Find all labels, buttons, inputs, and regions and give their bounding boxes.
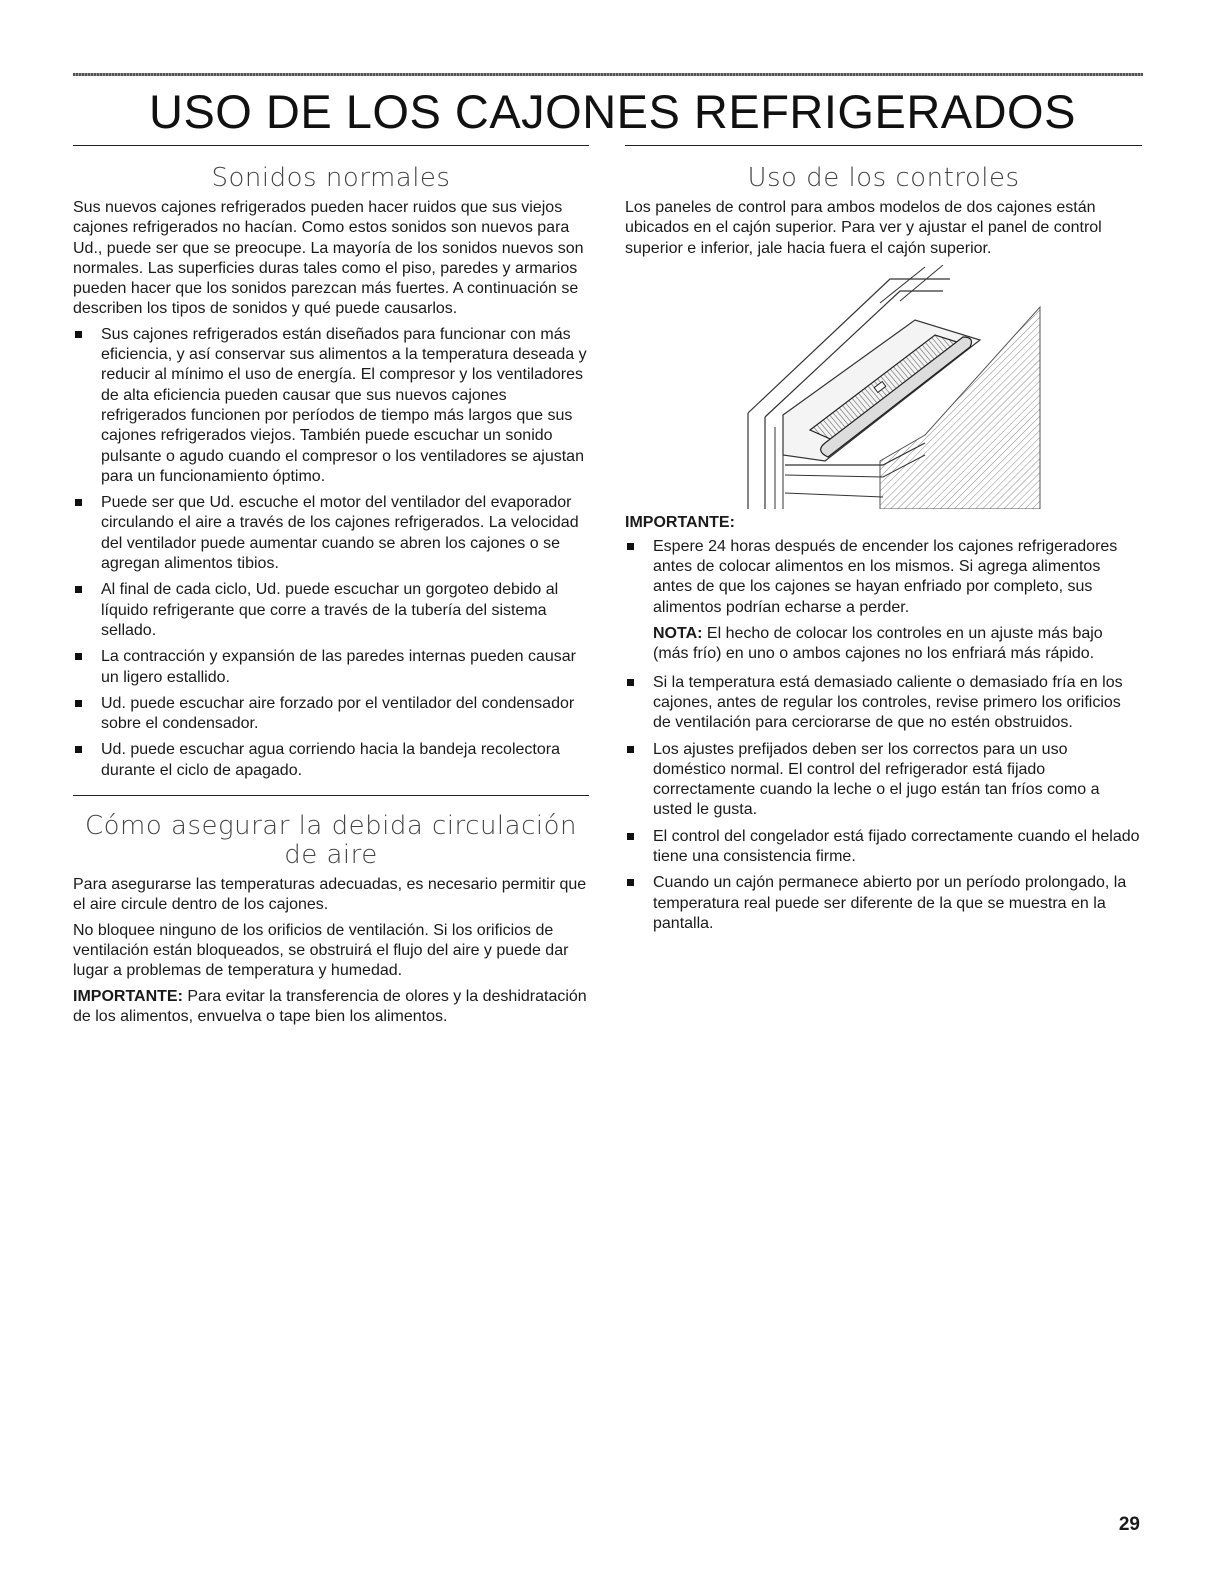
section-heading-controles: Uso de los controles	[747, 163, 1020, 193]
list-item: La contracción y expansión de las paredes internas pueden causar un ligero estallido.	[73, 647, 589, 688]
note-paragraph	[625, 624, 1142, 665]
important-heading: IMPORTANTE:	[625, 513, 735, 531]
controles-bullet-list-2	[625, 673, 1142, 935]
list-item: Al final de cada ciclo, Ud. puede escuchar un gorgoteo debido al líquido refrigerante que corre a través de la tubería del sistema sellado.	[73, 580, 589, 641]
list-item: Los ajustes prefijados deben ser los correctos para un uso doméstico normal. El control del refrigerador está fijado correctamente cuando la leche o el jugo están tan fríos como a usted le gusta.	[625, 740, 1142, 821]
section-rule	[73, 145, 589, 146]
bullet-icon	[75, 700, 82, 707]
bullet-icon	[75, 586, 82, 593]
section-rule	[73, 795, 589, 796]
note-label: NOTA:	[653, 625, 703, 643]
bullet-icon	[627, 833, 634, 840]
top-rule	[73, 73, 1143, 76]
page-title: USO DE LOS CAJONES REFRIGERADOS	[149, 85, 1076, 138]
controles-intro: Los paneles de control para ambos modelos de dos cajones están ubicados en el cajón superior. Para ver y ajustar el panel de control superior e inferior, jale hacia fuera el cajón superior.	[625, 199, 1102, 257]
important-text: Para evitar la transferencia de olores y la deshidratación de los alimentos, envuelva o tape bien los alimentos.	[73, 987, 587, 1025]
list-item: El control del congelador está fijado correctamente cuando el helado tiene una consistencia firme.	[625, 827, 1142, 868]
section-rule	[625, 145, 1142, 146]
bullet-icon	[75, 499, 82, 506]
list-item: Cuando un cajón permanece abierto por un período prolongado, la temperatura real puede ser diferente de la que se muestra en la pantalla.	[625, 873, 1142, 934]
bullet-icon	[75, 746, 82, 753]
drawer-control-panel-illustration	[625, 265, 1142, 509]
circulacion-important	[73, 987, 589, 1028]
bullet-icon	[75, 653, 82, 660]
drawer-illustration-svg	[625, 265, 1142, 509]
list-item: Puede ser que Ud. escuche el motor del ventilador del evaporador circulando el aire a través de los cajones refrigerados. La velocidad del ventilador puede aumentar cuando se abren los cajones o se agregan alimentos tibios.	[73, 493, 589, 574]
circulacion-para-1: Para asegurarse las temperaturas adecuadas, es necesario permitir que el aire circule dentro de los cajones.	[73, 876, 587, 914]
list-item: Ud. puede escuchar agua corriendo hacia la bandeja recolectora durante el ciclo de apagado.	[73, 740, 589, 781]
list-item: Espere 24 horas después de encender los cajones refrigeradores antes de colocar alimentos en los mismos. Si agrega alimentos antes de que los cajones se hayan enfriado por completo, sus alimentos podrían echarse a perder.	[625, 537, 1142, 618]
list-item: Ud. puede escuchar aire forzado por el ventilador del condensador sobre el condensador.	[73, 694, 589, 735]
bullet-icon	[75, 331, 82, 338]
circulacion-para-2: No bloquee ninguno de los orificios de ventilación. Si los orificios de ventilación están bloqueados, se obstruirá el flujo del aire y puede dar lugar a problemas de temperatura y humedad.	[73, 921, 569, 980]
list-item: Sus cajones refrigerados están diseñados para funcionar con más eficiencia, y así conservar sus alimentos a la temperatura deseada y reducir al mínimo el uso de energía. El compresor y los ventiladores de alta eficiencia pueden causar que sus nuevos cajones refrigerados funcionen por períodos de tiempo más largos que sus cajones refrigerados viejos. También puede escuchar un sonido pulsante o agudo cuando el compresor o los ventiladores se ajustan para un funcionamiento óptimo.	[73, 325, 589, 487]
bullet-icon	[627, 746, 634, 753]
controles-bullet-list-1	[625, 537, 1142, 618]
bullet-icon	[627, 679, 634, 686]
bullet-icon	[627, 879, 634, 886]
page-number: 29	[1118, 1514, 1140, 1535]
left-column	[73, 145, 589, 1032]
bullet-icon	[627, 543, 634, 550]
section-heading-sonidos: Sonidos normales	[211, 163, 451, 193]
sonidos-intro: Sus nuevos cajones refrigerados pueden hacer ruidos que sus viejos cajones refrigerados no hacían. Como estos sonidos son nuevos para Ud., puede ser que se preocupe. La mayoría de los sonidos nuevos son normales. Las superficies duras tales como el piso, paredes y armarios pueden hacer que los sonidos parezcan más fuertes. A continuación se describen los tipos de sonidos y qué puede causarlos.	[73, 199, 584, 318]
list-item: Si la temperatura está demasiado caliente o demasiado fría en los cajones, antes de regular los controles, revise primero los orificios de ventilación para cerciorarse de que no estén obstruidos.	[625, 673, 1142, 734]
note-text: El hecho de colocar los controles en un ajuste más bajo (más frío) en uno o ambos cajones no los enfriará más rápido.	[653, 625, 1103, 663]
important-label: IMPORTANTE:	[73, 987, 183, 1005]
right-column	[625, 145, 1142, 940]
sonidos-bullet-list	[73, 325, 589, 781]
section-heading-circulacion: Cómo asegurar la debida circulación de aire	[84, 811, 577, 871]
